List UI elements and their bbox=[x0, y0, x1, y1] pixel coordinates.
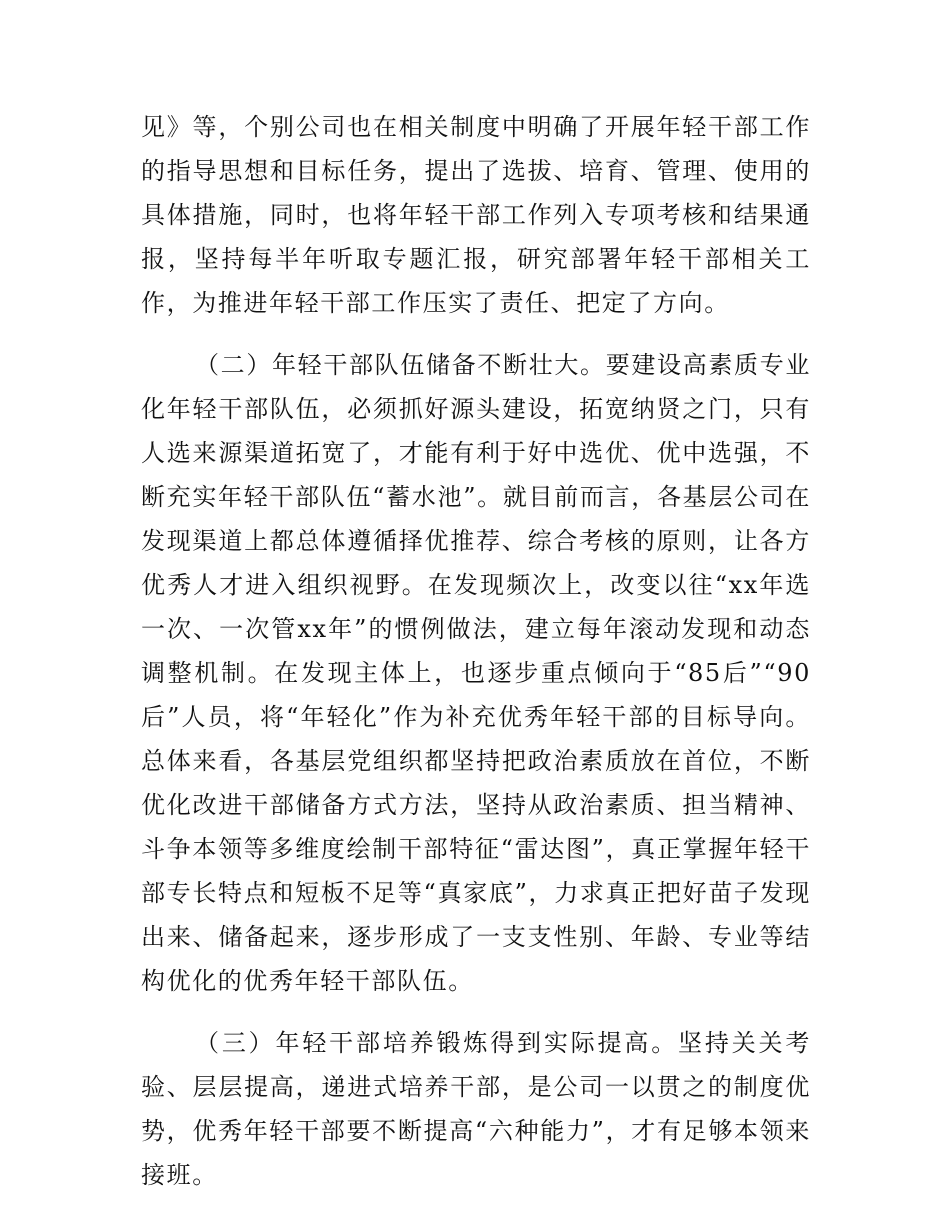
document-body bbox=[141, 105, 811, 1215]
paragraph-section-2: （二）年轻干部队伍储备不断壮大。要建设高素质专业化年轻干部队伍，必须抓好源头建设，拓宽纳贤之门，只有人选来源渠道拓宽了，才能有利于好中选优、优中选强，不断充实年轻干部队伍“蓄水池”。就目前而言，各基层公司在发现渠道上都总体遵循择优推荐、综合考核的原则，让各方优秀人才进入组织视野。在发现频次上，改变以往“xx年选一次、一次管xx年”的惯例做法，建立每年滚动发现和动态调整机制。在发现主体上，也逐步重点倾向于“85后”“90后”人员，将“年轻化”作为补充优秀年轻干部的目标导向。总体来看，各基层党组织都坚持把政治素质放在首位，不断优化改进干部储备方式方法，坚持从政治素质、担当精神、斗争本领等多维度绘制干部特征“雷达图”，真正掌握年轻干部专长特点和短板不足等“真家底”，力求真正把好苗子发现出来、储备起来，逐步形成了一支支性别、年龄、专业等结构优化的优秀年轻干部队伍。 bbox=[141, 351, 811, 995]
paragraph-section-3: （三）年轻干部培养锻炼得到实际提高。坚持关关考验、层层提高，递进式培养干部，是公司一以贯之的制度优势，优秀年轻干部要不断提高“六种能力”，才有足够本领来接班。 bbox=[141, 1029, 811, 1189]
paragraph-continuation: 见》等，个别公司也在相关制度中明确了开展年轻干部工作的指导思想和目标任务，提出了选拔、培育、管理、使用的具体措施，同时，也将年轻干部工作列入专项考核和结果通报，坚持每半年听取专题汇报，研究部署年轻干部相关工作，为推进年轻干部工作压实了责任、把定了方向。 bbox=[141, 113, 811, 317]
